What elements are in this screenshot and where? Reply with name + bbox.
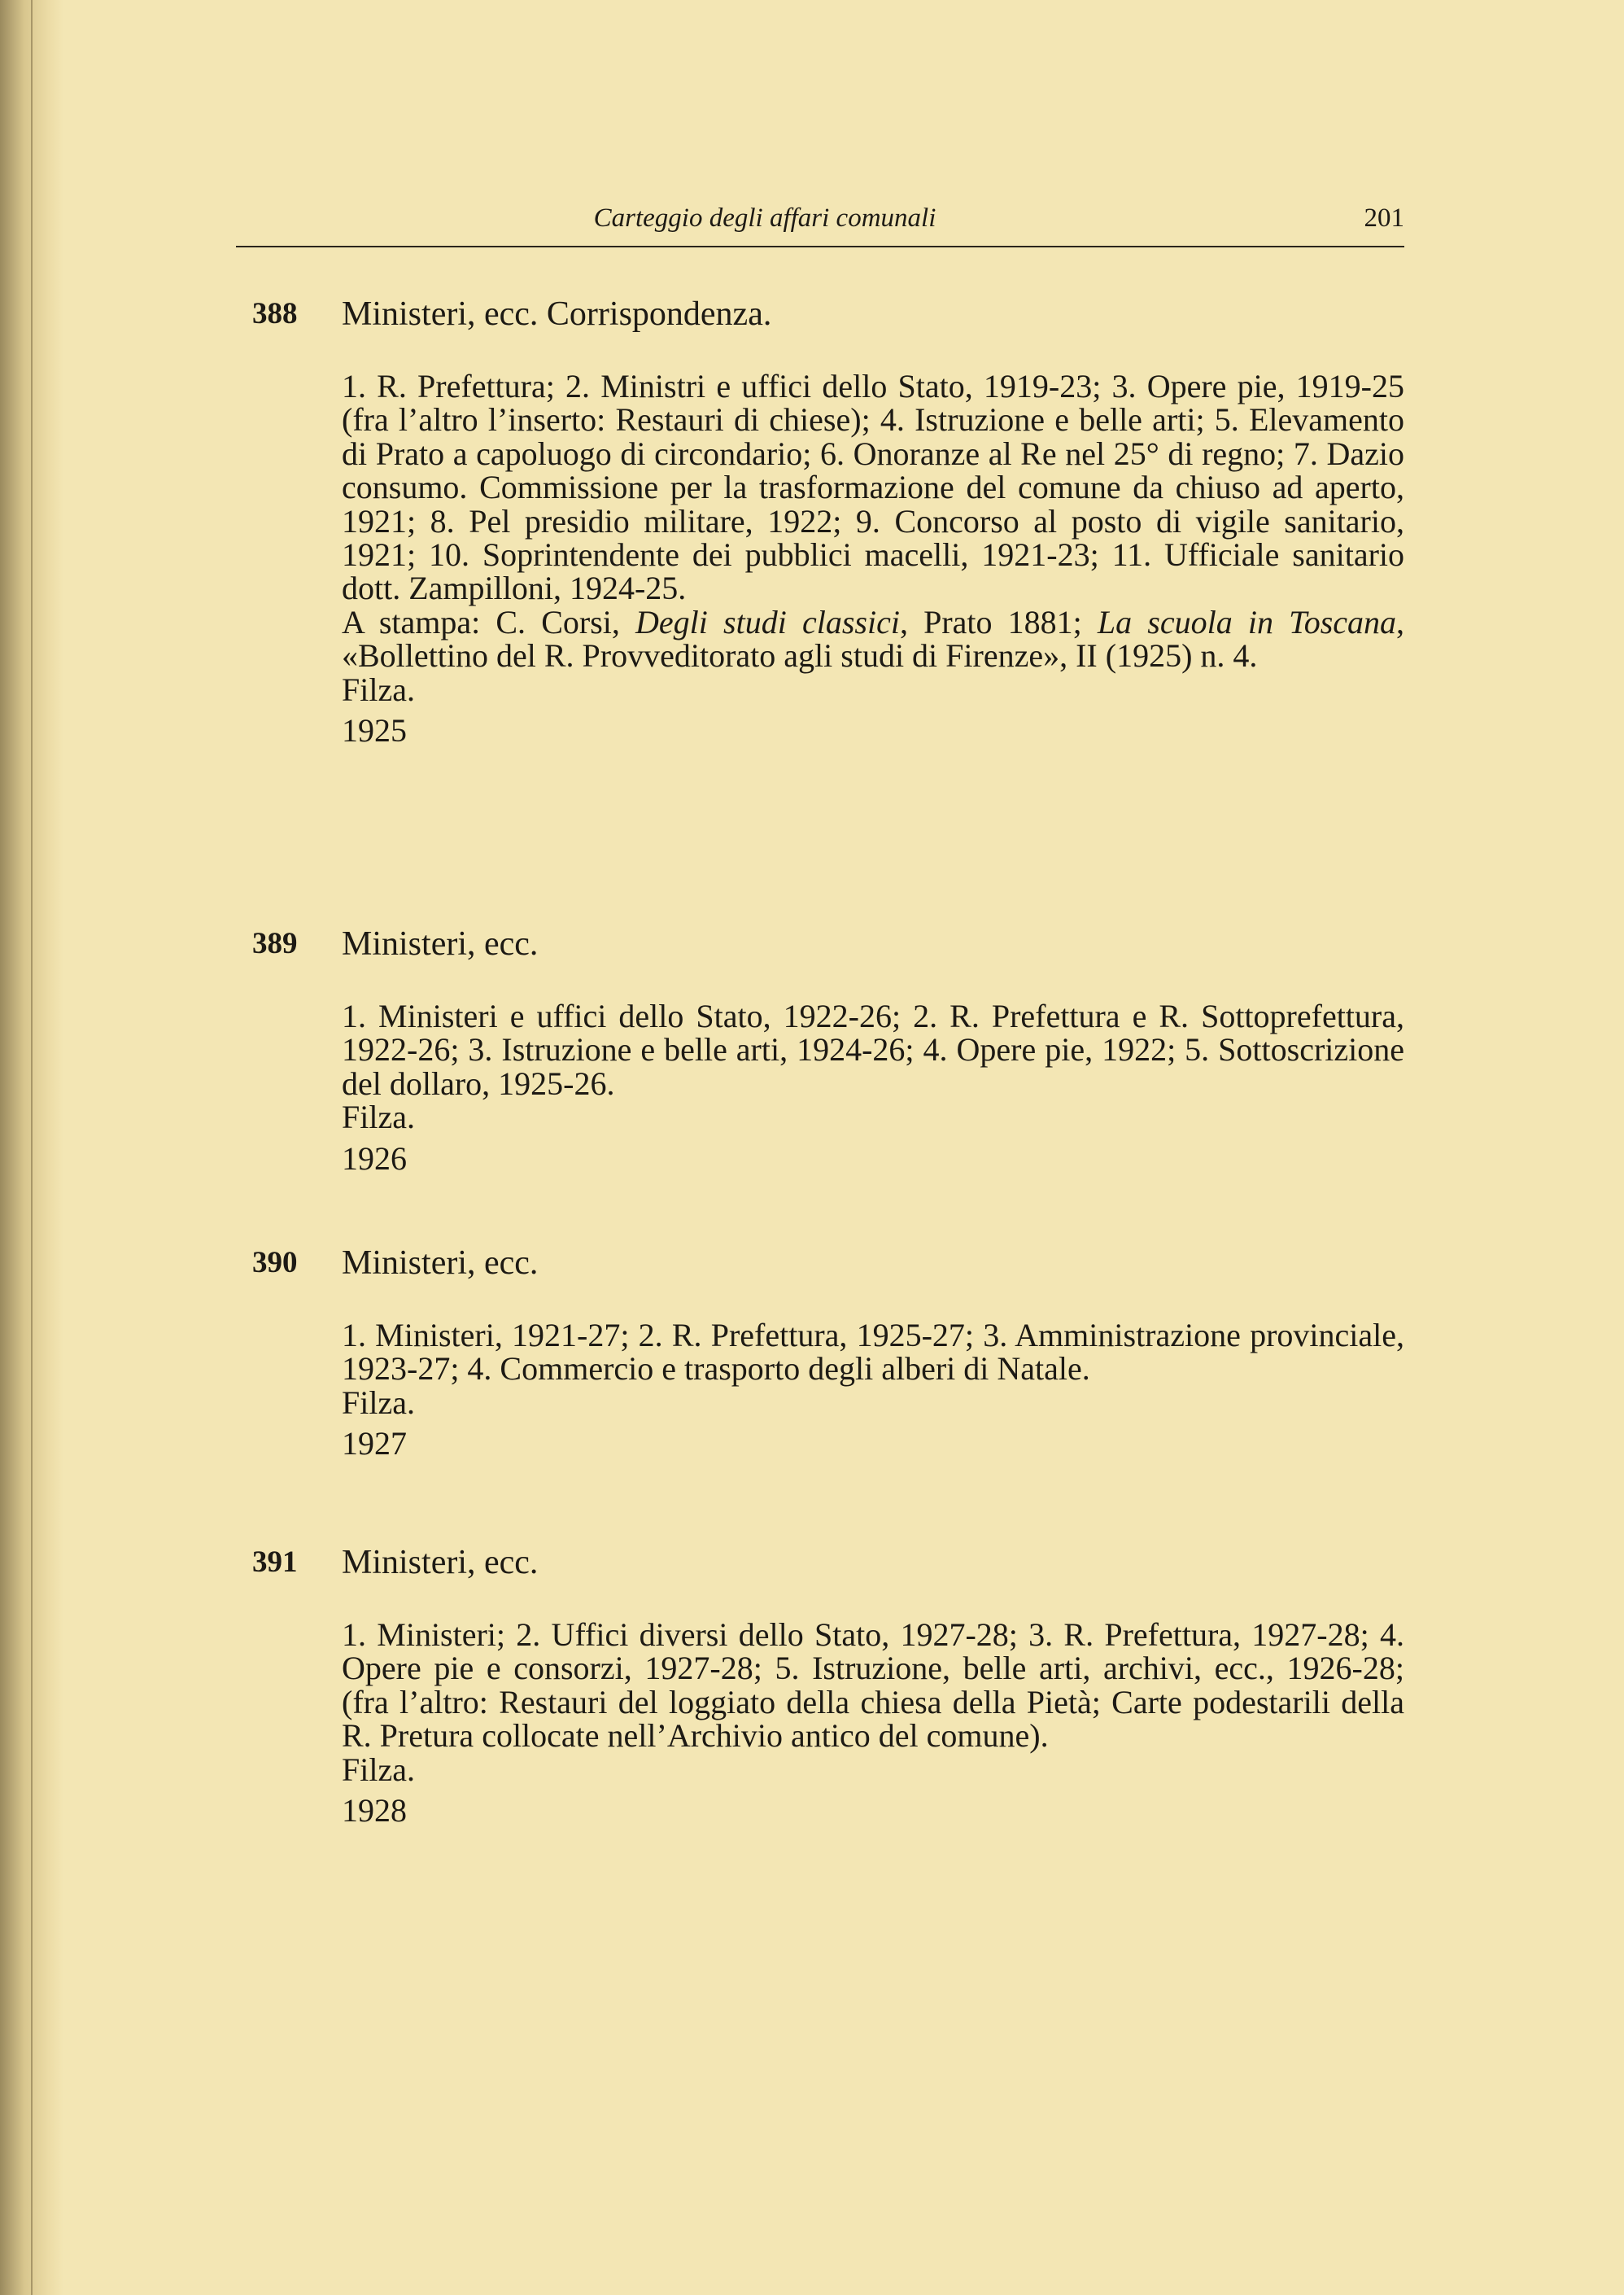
entry-number: 389 xyxy=(252,927,298,960)
print-work-title: Degli studi classici xyxy=(635,603,900,640)
entry-format: Filza. xyxy=(342,671,415,708)
entry-number: 388 xyxy=(252,297,298,330)
entry-body xyxy=(342,1318,1404,1461)
entry-year: 1925 xyxy=(342,712,407,750)
entry-title: Ministeri, ecc. Corrispondenza. xyxy=(342,295,772,333)
entry-body xyxy=(342,368,1405,750)
entry-format: Filza. xyxy=(342,1099,415,1136)
entry-year: 1926 xyxy=(342,1139,407,1177)
entry-body xyxy=(342,999,1404,1175)
entry-description: 1. Ministeri e uffici dello Stato, 1922-26; 2. R. Prefettura e R. Sottoprefettura, 1922-26; 3. Istruzione e belle arti, 1924-26; 4. Opere pie, 1922; 5. Sottoscrizione del dollaro, 1925-26. xyxy=(342,998,1404,1102)
entry-description: 1. R. Prefettura; 2. Ministri e uffici dello Stato, 1919-23; 3. Opere pie, 1919-25 (fra l’altro l’inserto: Restauri di chiese); 4. Istruzione e belle arti; 5. Elevamento di Prato a capoluogo di circondario; 6. Onoranze al Re nel 25° di regno; 7. Dazio consumo. Commissione per la trasformazione del comune da chiuso ad aperto, 1921; 8. Pel presidio militare, 1922; 9. Concorso al posto di vigile sanitario, 1921; 10. Soprintendente dei pubblici macelli, 1921-23; 11. Ufficiale sanitario dott. Zampilloni, 1924-25. xyxy=(342,368,1404,607)
print-prefix: A stampa: C. Corsi, xyxy=(342,603,636,640)
entry-title: Ministeri, ecc. xyxy=(342,925,539,963)
print-reference xyxy=(342,605,1404,673)
entry-title: Ministeri, ecc. xyxy=(342,1244,539,1282)
entry-description: 1. Ministeri; 2. Uffici diversi dello Stato, 1927-28; 3. R. Prefettura, 1927-28; 4. Opere pie e consorzi, 1927-28; 5. Istruzione, belle arti, archivi, ecc., 1926-28; (fra l’altro: Restauri del loggiato della chiesa della Pietà; Carte podestarili della R. Pretura collocate nell’Archivio antico del comune). xyxy=(342,1616,1404,1755)
print-work-title: La scuola in Toscana xyxy=(1097,603,1397,640)
entry-title: Ministeri, ecc. xyxy=(342,1544,539,1581)
entry-format: Filza. xyxy=(342,1751,415,1788)
header-rule xyxy=(236,246,1404,247)
print-mid: , Prato 1881; xyxy=(899,603,1098,640)
page-number: 201 xyxy=(1364,203,1404,233)
binding-line xyxy=(31,0,33,2295)
running-title: Carteggio degli affari comunali xyxy=(593,203,936,233)
entry-year: 1928 xyxy=(342,1792,407,1829)
running-head xyxy=(236,202,1404,247)
entry-description: 1. Ministeri, 1921-27; 2. R. Prefettura, 1925-27; 3. Amministrazione provinciale, 1923-27; 4. Commercio e trasporto degli alberi di Natale. xyxy=(342,1317,1404,1388)
entry-year: 1927 xyxy=(342,1425,407,1462)
entry-body xyxy=(342,1618,1404,1827)
print-suffix: , «Bollettino del R. Provveditorato agli studi di Firenze», II (1925) n. 4. xyxy=(342,603,1405,675)
entry-number: 390 xyxy=(252,1246,298,1279)
entry-number: 391 xyxy=(252,1545,298,1579)
entry-format: Filza. xyxy=(342,1384,415,1421)
